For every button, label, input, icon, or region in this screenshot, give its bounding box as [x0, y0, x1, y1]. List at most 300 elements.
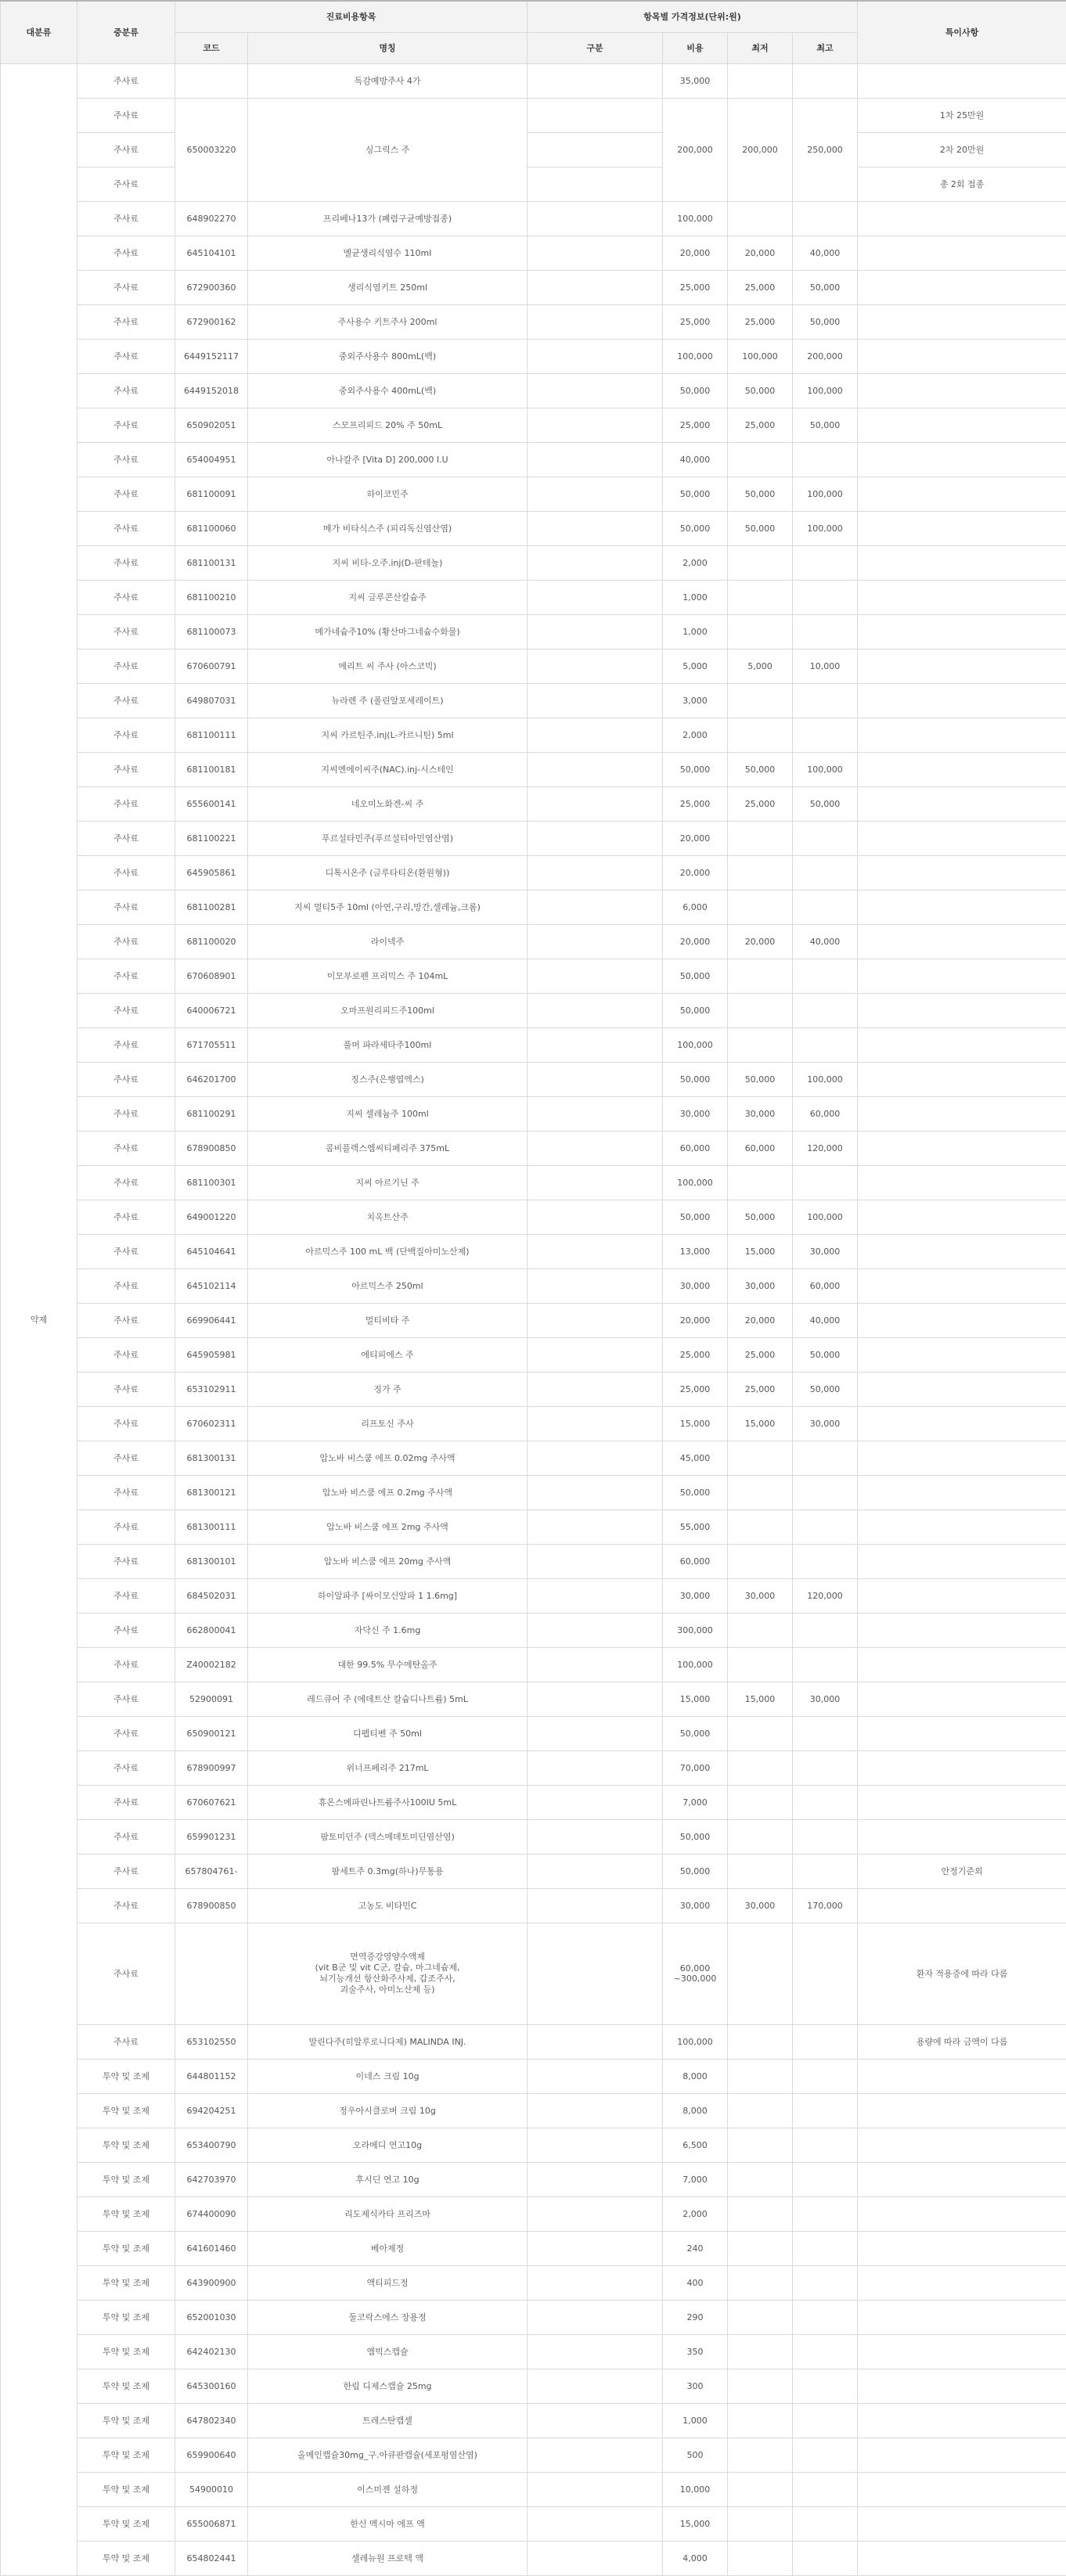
- item-cost: 50,000: [663, 373, 728, 408]
- middle-category: 투약 및 조제: [77, 2196, 175, 2231]
- item-cost: 20,000: [663, 821, 728, 855]
- item-name: 고농도 비타민C: [248, 1888, 528, 1923]
- item-name: 징가 주: [248, 1372, 528, 1406]
- item-max: [793, 2231, 858, 2265]
- item-category: [528, 1923, 663, 2024]
- item-min: 30,000: [728, 1888, 793, 1923]
- item-code: 681100131: [175, 545, 248, 580]
- item-cost: 50,000: [663, 959, 728, 993]
- item-cost: 7,000: [663, 2162, 728, 2196]
- table-row: [1, 1406, 1066, 1441]
- item-max: 10,000: [793, 649, 858, 683]
- item-code: 681300131: [175, 1441, 248, 1475]
- item-category: [528, 2128, 663, 2162]
- item-max: 100,000: [793, 752, 858, 786]
- item-max: [793, 1544, 858, 1578]
- item-code: 653400790: [175, 2128, 248, 2162]
- item-name: 엠빅스캡슐: [248, 2334, 528, 2369]
- item-min: 20,000: [728, 1303, 793, 1337]
- item-name: 아나칼주 [Vita D] 200,000 I.U: [248, 442, 528, 477]
- item-name: 휴온스메파린나트륨주사100IU 5mL: [248, 1785, 528, 1819]
- middle-category: 투약 및 조제: [77, 2059, 175, 2093]
- item-category: [528, 339, 663, 373]
- item-max: [793, 1165, 858, 1200]
- item-max: [793, 2093, 858, 2128]
- item-min: 25,000: [728, 1372, 793, 1406]
- item-name: 디톡시온주 (글루타티온(환원형)): [248, 855, 528, 890]
- middle-category: 주사료: [77, 167, 175, 201]
- item-min: [728, 580, 793, 614]
- item-code: 6449152117: [175, 339, 248, 373]
- middle-category: 주사료: [77, 1234, 175, 1268]
- item-cost: 30,000: [663, 1578, 728, 1613]
- item-name: 뉴라렌 주 (폴린알포세레이트): [248, 683, 528, 718]
- item-name: 지씨 글루콘산칼슘주: [248, 580, 528, 614]
- major-category: 약제: [1, 63, 77, 2575]
- item-name: 오마프원리피드주100ml: [248, 993, 528, 1027]
- item-note: [858, 236, 1066, 270]
- middle-category: 투약 및 조제: [77, 2128, 175, 2162]
- item-category: [528, 1165, 663, 1200]
- item-note: 총 2회 접종: [858, 167, 1066, 201]
- item-min: [728, 545, 793, 580]
- item-note: [858, 2403, 1066, 2437]
- table-row: [1, 821, 1066, 855]
- middle-category: 주사료: [77, 304, 175, 339]
- table-row: [1, 167, 1066, 201]
- item-max: [793, 2369, 858, 2403]
- item-name: 메가 비타식스주 (피리독신염산염): [248, 511, 528, 545]
- item-max: [793, 2334, 858, 2369]
- middle-category: 주사료: [77, 1027, 175, 1062]
- item-cost: 25,000: [663, 1372, 728, 1406]
- item-code: 646201700: [175, 1062, 248, 1096]
- item-category: [528, 1544, 663, 1578]
- table-row: [1, 2541, 1066, 2575]
- item-note: [858, 993, 1066, 1027]
- middle-category: 주사료: [77, 1406, 175, 1441]
- item-name: 자닥신 주 1.6mg: [248, 1613, 528, 1647]
- table-row: [1, 2231, 1066, 2265]
- item-note: [858, 1544, 1066, 1578]
- item-code: 681100060: [175, 511, 248, 545]
- item-code: 670608901: [175, 959, 248, 993]
- item-category: [528, 167, 663, 201]
- item-code: 655006871: [175, 2506, 248, 2541]
- middle-category: 투약 및 조제: [77, 2300, 175, 2334]
- item-cost: 30,000: [663, 1888, 728, 1923]
- table-row: [1, 1854, 1066, 1888]
- item-code: 681300101: [175, 1544, 248, 1578]
- item-min: [728, 2196, 793, 2231]
- item-max: [793, 2403, 858, 2437]
- table-row: [1, 1785, 1066, 1819]
- item-code: 652001030: [175, 2300, 248, 2334]
- item-name: 생리식염키트 250ml: [248, 270, 528, 304]
- table-row: [1, 1613, 1066, 1647]
- item-cost: 1,000: [663, 580, 728, 614]
- item-note: [858, 2059, 1066, 2093]
- item-max: 200,000: [793, 339, 858, 373]
- item-max: [793, 1027, 858, 1062]
- item-name: 트레스탄캡셀: [248, 2403, 528, 2437]
- item-max: [793, 2059, 858, 2093]
- item-note: 1차 25만원: [858, 98, 1066, 132]
- item-code: 681100221: [175, 821, 248, 855]
- middle-category: 주사료: [77, 1647, 175, 1682]
- item-category: [528, 1268, 663, 1303]
- table-row: [1, 2059, 1066, 2093]
- item-min: [728, 2093, 793, 2128]
- item-cost: 100,000: [663, 201, 728, 236]
- item-code: 649001220: [175, 1200, 248, 1234]
- item-min: [728, 890, 793, 924]
- table-row: [1, 1234, 1066, 1268]
- middle-category: 주사료: [77, 959, 175, 993]
- item-name: 지씨 셀레늄주 100ml: [248, 1096, 528, 1131]
- item-cost: 20,000: [663, 1303, 728, 1337]
- middle-category: 주사료: [77, 1131, 175, 1165]
- item-max: [793, 855, 858, 890]
- item-cost: 40,000: [663, 442, 728, 477]
- item-note: 용량에 따라 금액이 다름: [858, 2024, 1066, 2059]
- middle-category: 주사료: [77, 580, 175, 614]
- item-note: [858, 718, 1066, 752]
- item-category: [528, 1441, 663, 1475]
- item-max: [793, 545, 858, 580]
- middle-category: 주사료: [77, 63, 175, 98]
- item-min: [728, 2024, 793, 2059]
- item-code: 642703970: [175, 2162, 248, 2196]
- item-note: [858, 511, 1066, 545]
- item-category: [528, 580, 663, 614]
- item-note: [858, 683, 1066, 718]
- table-row: [1, 2128, 1066, 2162]
- item-min: 30,000: [728, 1578, 793, 1613]
- item-min: [728, 63, 793, 98]
- item-note: [858, 1682, 1066, 1716]
- item-category: [528, 1027, 663, 1062]
- item-name: 위너프페리주 217mL: [248, 1750, 528, 1785]
- header-cost: 비용: [663, 32, 728, 63]
- item-category: [528, 236, 663, 270]
- item-min: 25,000: [728, 270, 793, 304]
- table-row: [1, 1096, 1066, 1131]
- item-category: [528, 1785, 663, 1819]
- item-cost: 55,000: [663, 1509, 728, 1544]
- item-code: 674400090: [175, 2196, 248, 2231]
- item-category: [528, 373, 663, 408]
- item-min: [728, 2334, 793, 2369]
- item-category: [528, 304, 663, 339]
- item-category: [528, 1578, 663, 1613]
- item-note: [858, 2541, 1066, 2575]
- item-max: 100,000: [793, 1062, 858, 1096]
- item-category: [528, 545, 663, 580]
- middle-category: 주사료: [77, 442, 175, 477]
- item-max: [793, 1785, 858, 1819]
- item-min: [728, 1544, 793, 1578]
- table-row: [1, 2300, 1066, 2334]
- item-min: [728, 718, 793, 752]
- item-max: [793, 1923, 858, 2024]
- item-max: [793, 614, 858, 649]
- item-code: 670607621: [175, 1785, 248, 1819]
- table-row: [1, 2437, 1066, 2472]
- item-min: [728, 1441, 793, 1475]
- item-note: [858, 2196, 1066, 2231]
- middle-category: 주사료: [77, 1578, 175, 1613]
- item-name: 대한 99.5% 무수에탄올주: [248, 1647, 528, 1682]
- table-row: [1, 2196, 1066, 2231]
- item-cost: 30,000: [663, 1096, 728, 1131]
- item-category: [528, 786, 663, 821]
- table-row: [1, 545, 1066, 580]
- item-min: [728, 683, 793, 718]
- item-note: [858, 442, 1066, 477]
- item-max: 100,000: [793, 373, 858, 408]
- table-row: [1, 63, 1066, 98]
- item-min: 20,000: [728, 924, 793, 959]
- item-name: 레드큐어 주 (에데트산 칼슘디나트륨) 5mL: [248, 1682, 528, 1716]
- table-row: [1, 1372, 1066, 1406]
- table-row: [1, 1303, 1066, 1337]
- item-name: 리도제식카타 프리즈마: [248, 2196, 528, 2231]
- item-note: [858, 1027, 1066, 1062]
- item-min: [728, 2059, 793, 2093]
- item-note: [858, 373, 1066, 408]
- middle-category: 투약 및 조제: [77, 2403, 175, 2437]
- item-cost: 15,000: [663, 1406, 728, 1441]
- table-row: [1, 993, 1066, 1027]
- item-code: 650003220: [175, 98, 248, 201]
- item-cost: 100,000: [663, 1027, 728, 1062]
- item-name: 팜세트주 0.3mg(하나)무통용: [248, 1854, 528, 1888]
- middle-category: 주사료: [77, 786, 175, 821]
- item-max: [793, 1475, 858, 1509]
- middle-category: 투약 및 조제: [77, 2093, 175, 2128]
- middle-category: 주사료: [77, 1923, 175, 2024]
- item-note: [858, 752, 1066, 786]
- table-row: [1, 1682, 1066, 1716]
- item-category: [528, 2334, 663, 2369]
- item-cost: 60,000: [663, 1544, 728, 1578]
- item-category: [528, 1200, 663, 1234]
- middle-category: 투약 및 조제: [77, 2162, 175, 2196]
- item-category: [528, 752, 663, 786]
- item-category: [528, 1062, 663, 1096]
- item-min: [728, 2541, 793, 2575]
- table-row: [1, 1923, 1066, 2024]
- item-max: [793, 2300, 858, 2334]
- item-category: [528, 649, 663, 683]
- table-row: [1, 1578, 1066, 1613]
- table-row: [1, 1819, 1066, 1854]
- item-max: 120,000: [793, 1578, 858, 1613]
- item-min: 25,000: [728, 408, 793, 442]
- item-min: [728, 2265, 793, 2300]
- item-name: 지씨 아르기닌 주: [248, 1165, 528, 1200]
- item-code: Z40002182: [175, 1647, 248, 1682]
- item-name: 압노바 비스쿰 에프 20mg 주사액: [248, 1544, 528, 1578]
- item-note: [858, 1131, 1066, 1165]
- item-name: 주사용수 키트주사 200ml: [248, 304, 528, 339]
- item-min: [728, 1165, 793, 1200]
- item-name: 치옥트산주: [248, 1200, 528, 1234]
- table-row: [1, 1441, 1066, 1475]
- item-max: 40,000: [793, 924, 858, 959]
- item-note: [858, 1509, 1066, 1544]
- middle-category: 주사료: [77, 477, 175, 511]
- item-max: [793, 2541, 858, 2575]
- middle-category: 주사료: [77, 270, 175, 304]
- item-max: [793, 821, 858, 855]
- item-max: [793, 2265, 858, 2300]
- header-name: 명칭: [248, 32, 528, 63]
- middle-category: 주사료: [77, 855, 175, 890]
- table-row: [1, 132, 1066, 167]
- middle-category: 주사료: [77, 1509, 175, 1544]
- table-row: [1, 2472, 1066, 2506]
- item-name: 메리트 씨 주사 (아스코빅): [248, 649, 528, 683]
- item-cost: 350: [663, 2334, 728, 2369]
- middle-category: 주사료: [77, 132, 175, 167]
- item-min: 25,000: [728, 304, 793, 339]
- item-min: 30,000: [728, 1096, 793, 1131]
- item-cost: 100,000: [663, 339, 728, 373]
- item-category: [528, 959, 663, 993]
- item-name: 아르믹스주 250ml: [248, 1268, 528, 1303]
- item-category: [528, 1647, 663, 1682]
- item-min: [728, 2162, 793, 2196]
- middle-category: 주사료: [77, 1785, 175, 1819]
- item-min: [728, 2128, 793, 2162]
- item-code: 672900360: [175, 270, 248, 304]
- item-max: 50,000: [793, 1372, 858, 1406]
- item-category: [528, 2300, 663, 2334]
- item-cost: 50,000: [663, 1062, 728, 1096]
- item-category: [528, 1819, 663, 1854]
- header-item-group: 진료비용항목: [175, 1, 528, 32]
- middle-category: 주사료: [77, 236, 175, 270]
- item-min: [728, 614, 793, 649]
- item-cost: 35,000: [663, 63, 728, 98]
- item-min: [728, 821, 793, 855]
- item-name: 네오미노화겐-씨 주: [248, 786, 528, 821]
- table-row: [1, 1268, 1066, 1303]
- item-note: [858, 2506, 1066, 2541]
- item-name: 후시딘 연고 10g: [248, 2162, 528, 2196]
- item-category: [528, 2093, 663, 2128]
- item-category: [528, 270, 663, 304]
- item-note: [858, 959, 1066, 993]
- item-note: [858, 1888, 1066, 1923]
- item-code: 670600791: [175, 649, 248, 683]
- item-note: [858, 1716, 1066, 1750]
- table-row: [1, 477, 1066, 511]
- item-min: 50,000: [728, 752, 793, 786]
- item-max: 30,000: [793, 1406, 858, 1441]
- item-name: 말린다주(히알루로니다제) MALINDA INJ.: [248, 2024, 528, 2059]
- item-name: 압노바 비스쿰 에프 0.2mg 주사액: [248, 1475, 528, 1509]
- middle-category: 주사료: [77, 1303, 175, 1337]
- item-category: [528, 683, 663, 718]
- table-row: [1, 270, 1066, 304]
- item-min: 20,000: [728, 236, 793, 270]
- item-cost: 8,000: [663, 2059, 728, 2093]
- item-code: 647802340: [175, 2403, 248, 2437]
- item-name: 압노바 비스쿰 에프 0.02mg 주사액: [248, 1441, 528, 1475]
- middle-category: 주사료: [77, 98, 175, 132]
- item-min: [728, 2403, 793, 2437]
- item-name: 둘코락스에스 장용정: [248, 2300, 528, 2334]
- item-code: 653102911: [175, 1372, 248, 1406]
- item-category: [528, 2231, 663, 2265]
- item-category: [528, 993, 663, 1027]
- item-name: 올메인캡슐30mg_구.아큐판캡슐(세포펑염산염): [248, 2437, 528, 2472]
- table-row: [1, 408, 1066, 442]
- middle-category: 투약 및 조제: [77, 2334, 175, 2369]
- item-note: 2차 20만원: [858, 132, 1066, 167]
- item-max: 250,000: [793, 98, 858, 201]
- item-category: [528, 1888, 663, 1923]
- item-note: [858, 614, 1066, 649]
- item-min: [728, 442, 793, 477]
- item-cost: 6,000: [663, 890, 728, 924]
- item-min: [728, 993, 793, 1027]
- item-max: [793, 1613, 858, 1647]
- item-code: [175, 63, 248, 98]
- item-code: 659901231: [175, 1819, 248, 1854]
- item-cost: 60,000 ~300,000: [663, 1923, 728, 2024]
- item-name: 오라메디 연고10g: [248, 2128, 528, 2162]
- item-code: 644801152: [175, 2059, 248, 2093]
- item-name: 액티피드정: [248, 2265, 528, 2300]
- item-max: 30,000: [793, 1234, 858, 1268]
- item-min: 50,000: [728, 511, 793, 545]
- item-code: 643900900: [175, 2265, 248, 2300]
- item-category: [528, 1303, 663, 1337]
- item-cost: 4,000: [663, 2541, 728, 2575]
- item-name: 푸르설타민주(푸르설티아민염산염): [248, 821, 528, 855]
- item-code: 670602311: [175, 1406, 248, 1441]
- item-category: [528, 821, 663, 855]
- item-note: [858, 408, 1066, 442]
- item-cost: 5,000: [663, 649, 728, 683]
- item-name: 면역증강영양수액제 (vit B군 및 vit C군, 칼슘, 마그네슘제, 뇌기능개선 항산화주사제, 갑조주사, 괴술주사, 아미노산제 등): [248, 1923, 528, 2024]
- item-note: [858, 1441, 1066, 1475]
- item-min: [728, 201, 793, 236]
- item-note: [858, 1785, 1066, 1819]
- item-category: [528, 855, 663, 890]
- item-category: [528, 1682, 663, 1716]
- item-name: 하이코민주: [248, 477, 528, 511]
- item-max: 170,000: [793, 1888, 858, 1923]
- item-name: 한림 디제스캡슐 25mg: [248, 2369, 528, 2403]
- item-min: [728, 1923, 793, 2024]
- item-category: [528, 1750, 663, 1785]
- item-name: 중외주사용수 800mL(백): [248, 339, 528, 373]
- item-note: [858, 1165, 1066, 1200]
- item-note: [858, 270, 1066, 304]
- item-code: 669906441: [175, 1303, 248, 1337]
- item-name: 지씨 카르틴주.inj(L-카르니틴) 5ml: [248, 718, 528, 752]
- item-cost: 8,000: [663, 2093, 728, 2128]
- table-row: [1, 236, 1066, 270]
- table-row: [1, 1544, 1066, 1578]
- item-cost: 25,000: [663, 1337, 728, 1372]
- item-max: 40,000: [793, 1303, 858, 1337]
